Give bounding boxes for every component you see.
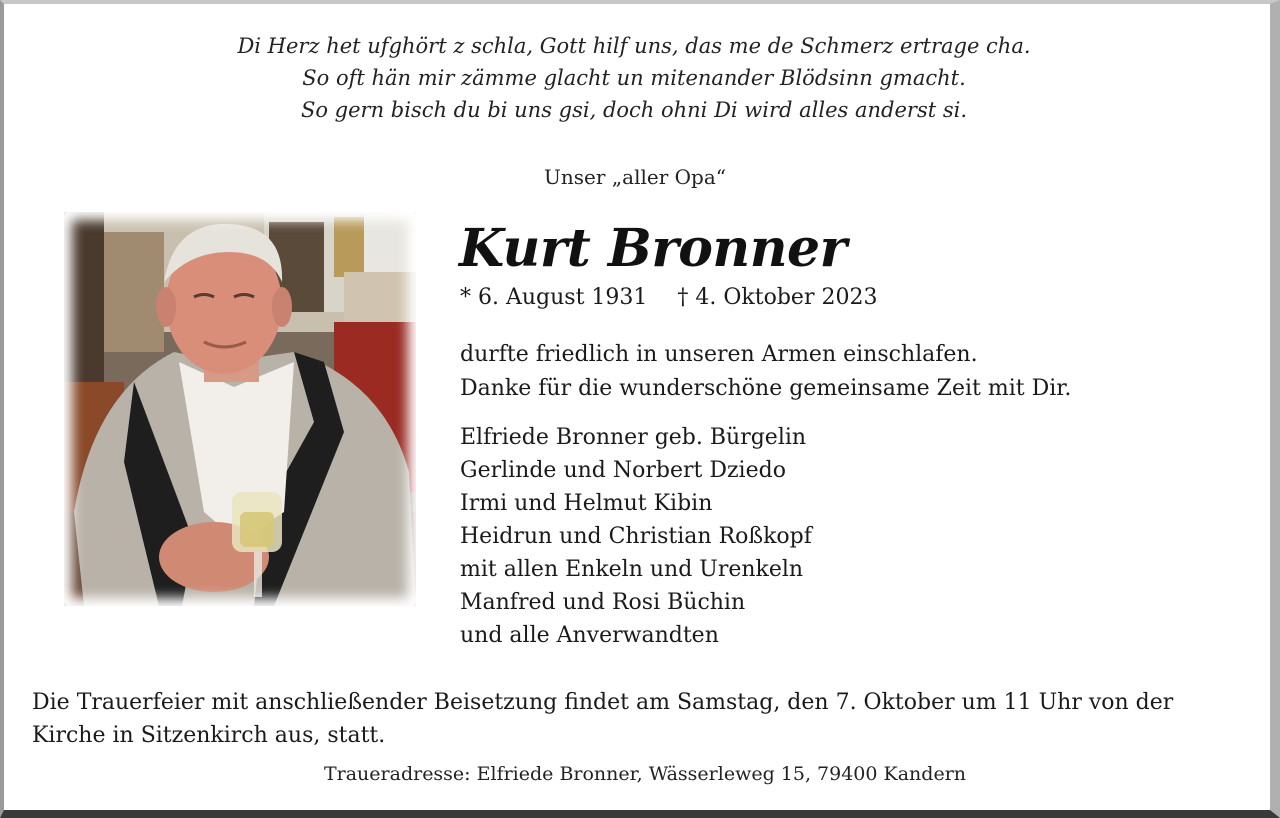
mourner: und alle Anverwandten <box>460 623 719 648</box>
poem-line: Di Herz het ufghört z schla, Gott hilf uns, das me de Schmerz ertrage cha. <box>237 34 1031 58</box>
mourning-address: Traueradresse: Elfriede Bronner, Wässerleweg 15, 79400 Kandern <box>323 763 967 785</box>
mourner: Elfriede Bronner geb. Bürgelin <box>460 425 807 450</box>
mourners-list <box>460 421 812 652</box>
subtitle: Unser „aller Opa“ <box>544 165 726 189</box>
portrait-illustration <box>64 212 416 606</box>
mourner: Heidrun und Christian Roßkopf <box>460 524 812 549</box>
deceased-name: Kurt Bronner <box>459 218 847 279</box>
mourner: Gerlinde und Norbert Dziedo <box>460 458 786 483</box>
poem <box>0 30 1268 126</box>
life-dates <box>460 285 877 310</box>
portrait-photo <box>64 212 416 606</box>
mourner: mit allen Enkeln und Urenkeln <box>460 557 804 582</box>
mourner: Manfred und Rosi Büchin <box>460 590 746 615</box>
farewell-message <box>460 338 1071 406</box>
death-date: † 4. Oktober 2023 <box>677 285 878 310</box>
message-line: Danke für die wunderschöne gemeinsame Zeit mit Dir. <box>460 376 1072 401</box>
poem-line: So oft hän mir zämme glacht un mitenander Blödsinn gmacht. <box>302 66 966 90</box>
funeral-notice: Die Trauerfeier mit anschließender Beisetzung findet am Samstag, den 7. Oktober um 11 Uhr von der Kirche in Sitzenkirch aus, statt. <box>32 690 1174 748</box>
mourner: Irmi und Helmut Kibin <box>460 491 713 516</box>
message-line: durfte friedlich in unseren Armen einschlafen. <box>460 342 978 367</box>
birth-date: * 6. August 1931 <box>460 285 648 310</box>
poem-line: So gern bisch du bi uns gsi, doch ohni Di wird alles anderst si. <box>300 98 968 122</box>
